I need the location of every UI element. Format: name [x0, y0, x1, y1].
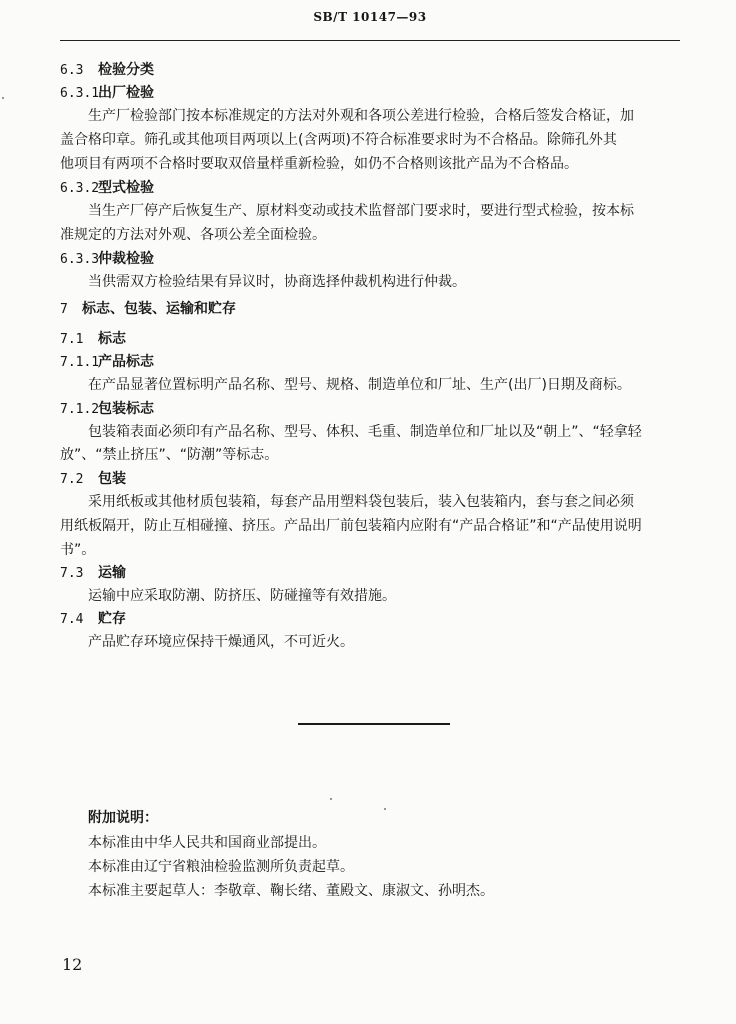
section-6-3-heading: 6.3 检验分类	[60, 62, 154, 78]
footnote-heading: 附加说明：	[88, 810, 158, 826]
section-6-3-1-heading: 6.3.1出厂检验	[60, 85, 154, 101]
para-7-1-1-line-1: 在产品显著位置标明产品名称、型号、规格、制造单位和厂址、生产(出厂)日期及商标。	[88, 377, 631, 393]
section-7-4-heading: 7.4 贮存	[60, 611, 126, 627]
section-7-heading: 7 标志、包装、运输和贮存	[60, 301, 236, 317]
para-7-3-line-1: 运输中应采取防潮、防挤压、防碰撞等有效措施。	[88, 588, 396, 604]
para-6-3-3-line-1: 当供需双方检验结果有异议时，协商选择仲裁机构进行仲裁。	[88, 274, 466, 290]
section-7-1-2-heading: 7.1.2包装标志	[60, 401, 154, 417]
standard-code-header: SB/T 10147—93	[313, 10, 427, 24]
para-6-3-1-line-1: 生产厂检验部门按本标准规定的方法对外观和各项公差进行检验，合格后签发合格证，加	[88, 108, 634, 124]
header-rule	[60, 40, 680, 41]
scan-speck	[2, 97, 4, 99]
para-7-2-line-2: 用纸板隔开，防止互相碰撞、挤压。产品出厂前包装箱内应附有“产品合格证”和“产品使用说明	[60, 518, 642, 534]
para-7-1-2-line-1: 包装箱表面必须印有产品名称、型号、体积、毛重、制造单位和厂址以及“朝上”、“轻拿轻	[88, 424, 642, 440]
para-7-4-line-1: 产品贮存环境应保持干燥通风，不可近火。	[88, 634, 354, 650]
section-7-1-heading: 7.1 标志	[60, 331, 126, 347]
para-6-3-1-line-3: 他项目有两项不合格时要取双倍量样重新检验，如仍不合格则该批产品为不合格品。	[60, 156, 578, 172]
footnote-line-2: 本标准由辽宁省粮油检验监测所负责起草。	[88, 859, 354, 875]
para-6-3-2-line-1: 当生产厂停产后恢复生产、原材料变动或技术监督部门要求时，要进行型式检验，按本标	[88, 203, 634, 219]
section-7-1-1-heading: 7.1.1产品标志	[60, 354, 154, 370]
section-6-3-3-heading: 6.3.3仲裁检验	[60, 251, 154, 267]
page-number: 12	[62, 955, 83, 974]
section-6-3-2-heading: 6.3.2型式检验	[60, 180, 154, 196]
section-7-2-heading: 7.2 包装	[60, 471, 126, 487]
end-of-text-rule	[298, 723, 450, 725]
scan-speck	[330, 798, 332, 800]
section-7-3-heading: 7.3 运输	[60, 565, 126, 581]
para-7-2-line-3: 书”。	[60, 542, 96, 558]
scan-speck	[384, 808, 386, 810]
footnote-line-1: 本标准由中华人民共和国商业部提出。	[88, 835, 326, 851]
para-6-3-2-line-2: 准规定的方法对外观、各项公差全面检验。	[60, 227, 326, 243]
para-7-1-2-line-2: 放”、“禁止挤压”、“防潮”等标志。	[60, 447, 279, 463]
footnote-line-3: 本标准主要起草人：李敬章、鞠长绪、董殿文、康淑文、孙明杰。	[88, 883, 494, 899]
para-6-3-1-line-2: 盖合格印章。筛孔或其他项目两项以上(含两项)不符合标准要求时为不合格品。除筛孔外其	[60, 132, 617, 148]
para-7-2-line-1: 采用纸板或其他材质包装箱，每套产品用塑料袋包装后，装入包装箱内，套与套之间必须	[88, 494, 634, 510]
